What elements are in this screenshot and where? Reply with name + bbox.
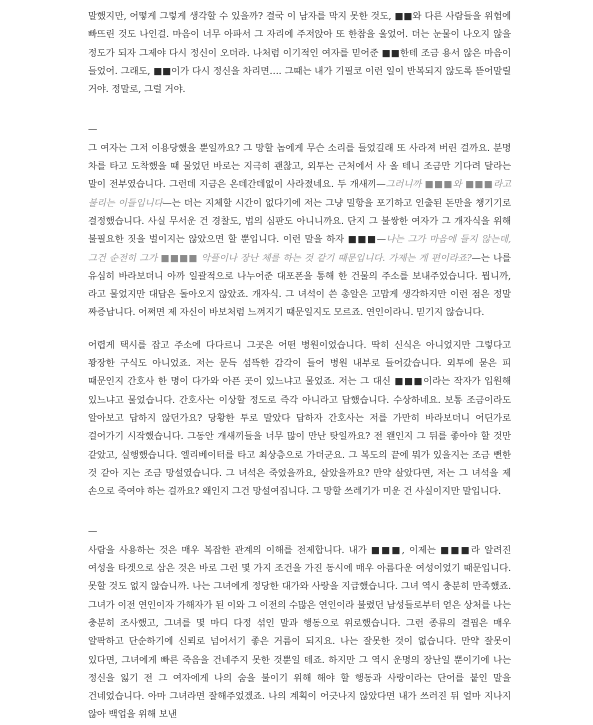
paragraph-text: —는 나를 유심히 바라보더니 아까 일괄적으로 나누어준 대포폰을 통해 한 건물의 주소를 보내주었습니다. 뭡니까, 라고 물었지만 대답은 돌아오지 않았죠. 개자식. 그 녀석이 쓴 총알은 고맙게 생각하지만 이런 점은 정말 짜증납니다. 어쩌면 제 자신이 바보처럼 느껴지기 때문일지도 모르죠. 연인이라니. 믿기지 않습니다. (88, 252, 512, 319)
section-separator: — (88, 124, 98, 136)
paragraph-text: —는 더는 지체할 시간이 없다기에 저는 그냥 밀항을 포기하고 인출된 돈만을 챙기기로 결정했습니다. 사실 무서운 건 경찰도, 법의 심판도 아니니까요. 단지 그 불쌍한 여자가 그 개자식을 위해 불필요한 짓을 벌이지는 않았으면 할 뿐입니다. 이런 말을 하자 ■■■— (88, 197, 511, 246)
paragraph-2 (88, 140, 511, 323)
paragraph-text: 말했지만, 어떻게 그렇게 생각할 수 있을까? 결국 이 남자를 막지 못한 것도, ■■와 다른 사람들을 위험에 빠뜨린 것도 나인걸. 마음이 너무 아파서 그 자리에 주저앉아 또 한참을 울었어. 더는 눈물이 나오지 않을 정도가 되자 그제야 다시 정신이 오더라. 나처럼 이기적인 여자를 믿어준 ■■한테 조금 용서 않은 마음이 들었어. 그래도, ■■이가 다시 정신을 차리면…. 그때는 내가 기필코 이런 일이 반복되지 않도록 뜯어말릴 거야. 정말로, 그럴 거야. (88, 11, 511, 96)
section-separator: — (88, 526, 98, 538)
paragraph-4 (88, 542, 511, 725)
paragraph-text: 그 여자는 그저 이용당했을 뿐일까요? 그 망할 놈에게 무슨 소리를 들었길래 또 사라져 버린 걸까요. 분명 차를 타고 도착했을 때 물었던 바로는 지극히 괜찮고, 외투는 근처에서 사 올 테니 조금만 기다려 달라는 말이 전부였습니다. 그런데 지금은 온데간데없이 사라졌네요. 두 개새끼— (88, 142, 511, 191)
paragraph-3 (88, 337, 511, 502)
paragraph-gap (0, 323, 593, 337)
aside-note: 나는 그가 마음에 들지 않는데, 그건 순전히 그가 ■■■■ 악플이나 장난 체를 하는 것 같기 때문입니다. 가제는 게 편이라죠? (88, 234, 512, 264)
paragraph-text: 어렵게 택시를 잡고 주소에 다다르니 그곳은 어떤 병원이었습니다. 딱히 신식은 아니었지만 그렇다고 꽝장한 구식도 아니었죠. 저는 문득 섬뜩한 감각이 들어 병원 내부로 들어갔습니다. 외투에 묻은 피 때문인지 간호사 한 명이 다가와 아픈 곳이 있느냐고 물었죠. 저는 그 대신 ■■■이라는 작자가 입원해 있느냐고 물었습니다. 간호사는 이상할 정도로 즉각 아니라고 답했습니다. 수상하네요. 보통 조금이라도 알아보고 답하지 않던가요? 당황한 투로 말았다 답하자 간호사는 저를 가만히 바라보더니 어딘가로 걸어가기 시작했습니다. 그동안 개새끼들을 너무 많이 만난 탓일까요? 전 왠인지 그 뒤를 좋아야 할 것만 같았고, 실행했습니다. 엘리베이터를 타고 최상층으로 가더군요. 그 복도의 끝에 뭐가 있을지는 조금 뻔한 것 같아 지는 조금 망설였습니다. 그 녀석은 죽었을까요, 살았을까요? 만약 살았다면, 저는 그 녀석을 제 손으로 죽여야 하는 걸까요? 왜인지 그건 망설여집니다. 그 망할 쓰레기가 미운 건 사실이지만 말입니다. (88, 339, 511, 498)
aside-note: 그러니까 ■■■와 ■■■라고 불리는 이들입니다 (88, 179, 512, 209)
paragraph-1 (88, 8, 511, 99)
paragraph-text: 사람을 사용하는 것은 매우 복잡한 관계의 이해를 전제합니다. 내가 ■■■, 이제는 ■■■라 알려진 여성을 타겟으로 삼은 것은 바로 그런 몇 가지 조건을 가진 동시에 매우 아름다운 여성이었기 때문입니다. 못할 것도 없지 않습니까. 나는 그녀에게 정당한 대가와 사랑을 지급했습니다. 그녀 역시 충분히 만족했죠. 그녀가 이전 연인이자 가해자가 된 이와 그 이전의 수많은 연인이라 불렸던 남성들로부터 얻은 상처를 나는 충분히 조사했고, 그녀를 몇 마디 다정 섞인 말과 행동으로 위로했습니다. 그런 종류의 결핍은 매우 얄팍하고 단순하기에 신뢰로 넘어서기 좋은 거름이 되지요. 나는 잘못한 것이 없습니다. 만약 잘못이 있다면, 그녀에게 빠른 죽음을 건네주지 못한 것뿐일 테죠. 하지만 그 역시 운명의 장난일 뿐이기에 나는 정신을 잃기 전 그 여자에게 나의 숨을 불이기 위해 해야 할 행동과 사랑이라는 단어를 붙인 말을 건네었습니다. 아마 그녀라면 잘해주었겠죠. 나의 계획이 어긋나지 않았다면 내가 쓰러진 뒤 얼마 지나지 않아 백업을 위해 보낸 (88, 544, 511, 721)
